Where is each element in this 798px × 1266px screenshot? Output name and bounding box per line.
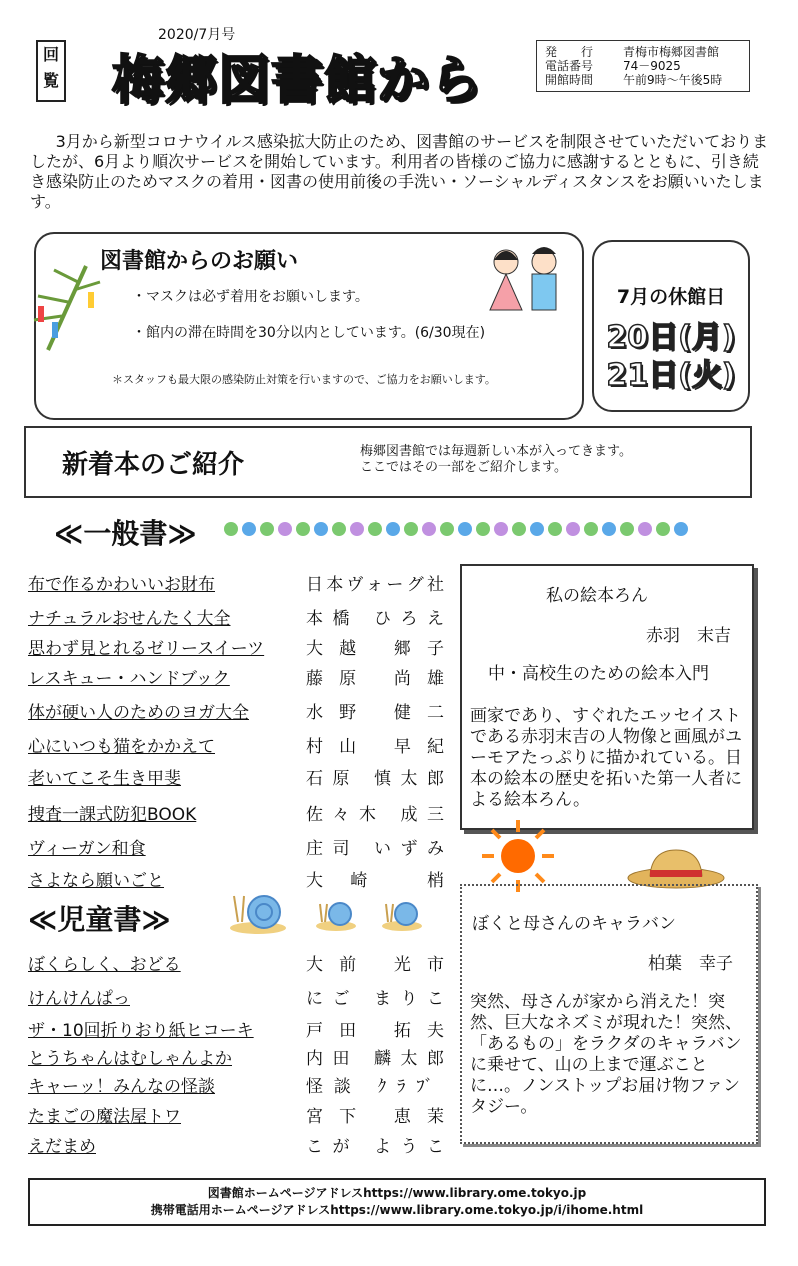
tanabata-bamboo-icon: [28, 262, 108, 352]
book-author: 藤原 尚雄: [306, 669, 444, 689]
publisher-info: [536, 40, 750, 92]
book-author: 庄司 いずみ: [306, 839, 444, 859]
book-author: こが ようこ: [306, 1137, 444, 1157]
publisher-row: 発 行 青梅市梅郷図書館: [545, 45, 720, 59]
book-title[interactable]: ぼくらしく、おどる: [28, 955, 181, 975]
request-note: ＊スタッフも最大限の感染防止対策を行いますので、ご協力をお願いします。: [112, 373, 496, 386]
book-author: 石原 慎太郎: [306, 769, 444, 789]
orihime-hikoboshi-icon: [482, 240, 572, 320]
featured-book-description: 画家であり、すぐれたエッセイストである赤羽末吉の人物像と画風がユーモアたっぷりに描かれている。日本の絵本の歴史を拓いた第一人者による絵本ろん。: [470, 706, 742, 810]
request-item: ・マスクは必ず着用をお願いします。: [132, 289, 369, 305]
request-title: 図書館からのお願い: [100, 249, 299, 274]
book-title[interactable]: 体が硬い人のためのヨガ大全: [28, 703, 249, 723]
book-title[interactable]: 心にいつも猫をかかえて: [28, 737, 215, 757]
book-author: 戸田 拓夫: [306, 1021, 444, 1041]
footer-addresses: [28, 1178, 766, 1226]
intro-paragraph: 3月から新型コロナウイルス感染拡大防止のため、図書館のサービスを制限させていただいておりましたが、6月より順次サービスを開始しています。利用者の皆様のご協力に感謝するとともに、引き続き感染防止のためマスクの着用・図書の使用前後の手洗い・ソーシャルディスタンスをお願いいたします。: [30, 132, 769, 211]
featured-book-description: 突然、母さんが家から消えた！突然、巨大なネズミが現れた！突然、「あるもの」をラクダのキャラバンに乗せて、山の上まで運ぶことに…。ノンストップお届け物ファンタジー。: [470, 992, 742, 1117]
book-author: 大崎 梢: [306, 871, 444, 891]
book-author: 日本ヴォーグ社: [306, 575, 444, 595]
book-title[interactable]: レスキュー・ハンドブック: [28, 669, 230, 689]
book-title[interactable]: さよなら願いごと: [28, 871, 164, 891]
morning-glory-garland-icon: [222, 518, 752, 537]
featured-book-author: 柏葉 幸子: [648, 954, 733, 974]
book-author: 村山 早紀: [306, 737, 444, 757]
request-item: ・館内の滞在時間を30分以内としています。(6/30現在): [132, 325, 486, 341]
book-author: 本橋 ひろえ: [306, 609, 444, 629]
book-author: 内田 麟太郎: [306, 1049, 444, 1069]
phone-row: 電話番号 74－9025: [545, 59, 681, 73]
featured-book-title: ぼくと母さんのキャラバン: [472, 914, 676, 934]
new-books-title: 新着本のご紹介: [62, 450, 245, 480]
homepage-address[interactable]: 図書館ホームページアドレスhttps://www.library.ome.tokyo.jp: [207, 1186, 587, 1200]
book-title[interactable]: 思わず見とれるゼリースイーツ: [28, 639, 265, 659]
book-author: 佐々木 成三: [306, 805, 444, 825]
book-title[interactable]: ヴィーガン和食: [28, 839, 146, 859]
book-title[interactable]: たまごの魔法屋トワ: [28, 1107, 181, 1127]
featured-book-subtitle: 中・高校生のための絵本入門: [488, 664, 709, 684]
book-title[interactable]: とうちゃんはむしゃんよか: [28, 1049, 232, 1069]
closed-day: 20日(月): [606, 320, 736, 355]
book-author: 怪談 ｸﾗﾌﾞ: [306, 1077, 444, 1097]
book-author: 水野 健二: [306, 703, 444, 723]
book-author: 宮下 恵茉: [306, 1107, 444, 1127]
general-books-heading: ≪一般書≫: [54, 517, 197, 550]
closed-days-title: 7月の休館日: [616, 286, 726, 308]
snail-icon: [380, 896, 424, 932]
hours-row: 開館時間 午前9時～午後5時: [545, 73, 723, 87]
sun-icon: [480, 818, 556, 894]
snail-icon: [314, 896, 358, 932]
book-title[interactable]: 老いてこそ生き甲斐: [28, 769, 181, 789]
closed-day: 21日(火): [606, 358, 736, 393]
mobile-homepage-address[interactable]: 携帯電話用ホームページアドレスhttps://www.library.ome.tokyo.jp/i/ihome.html: [150, 1203, 644, 1217]
featured-book-title: 私の絵本ろん: [546, 586, 648, 606]
book-title[interactable]: ザ・10回折りおり紙ヒコーキ: [28, 1021, 254, 1041]
book-title[interactable]: けんけんぱっ: [28, 989, 130, 1009]
book-title[interactable]: 捜査一課式防犯BOOK: [28, 805, 197, 825]
book-title[interactable]: ナチュラルおせんたく大全: [28, 609, 231, 629]
book-author: 大越 郷子: [306, 639, 444, 659]
featured-book-author: 赤羽 末吉: [646, 626, 731, 646]
newsletter-title: 梅郷図書館から: [112, 51, 484, 111]
book-title[interactable]: 布で作るかわいいお財布: [28, 575, 215, 595]
book-title[interactable]: えだまめ: [28, 1137, 96, 1157]
book-author: にご まりこ: [306, 989, 444, 1009]
book-author: 大前 光市: [306, 955, 444, 975]
snail-icon: [228, 886, 288, 936]
issue-label: 2020/7月号: [158, 27, 236, 43]
new-books-description: 梅郷図書館では毎週新しい本が入ってきます。 ここではその一部をご紹介します。: [360, 444, 632, 475]
circulation-stamp: 回覧: [36, 40, 66, 102]
children-books-heading: ≪児童書≫: [28, 903, 171, 936]
book-title[interactable]: キャーッ！みんなの怪談: [28, 1077, 215, 1097]
